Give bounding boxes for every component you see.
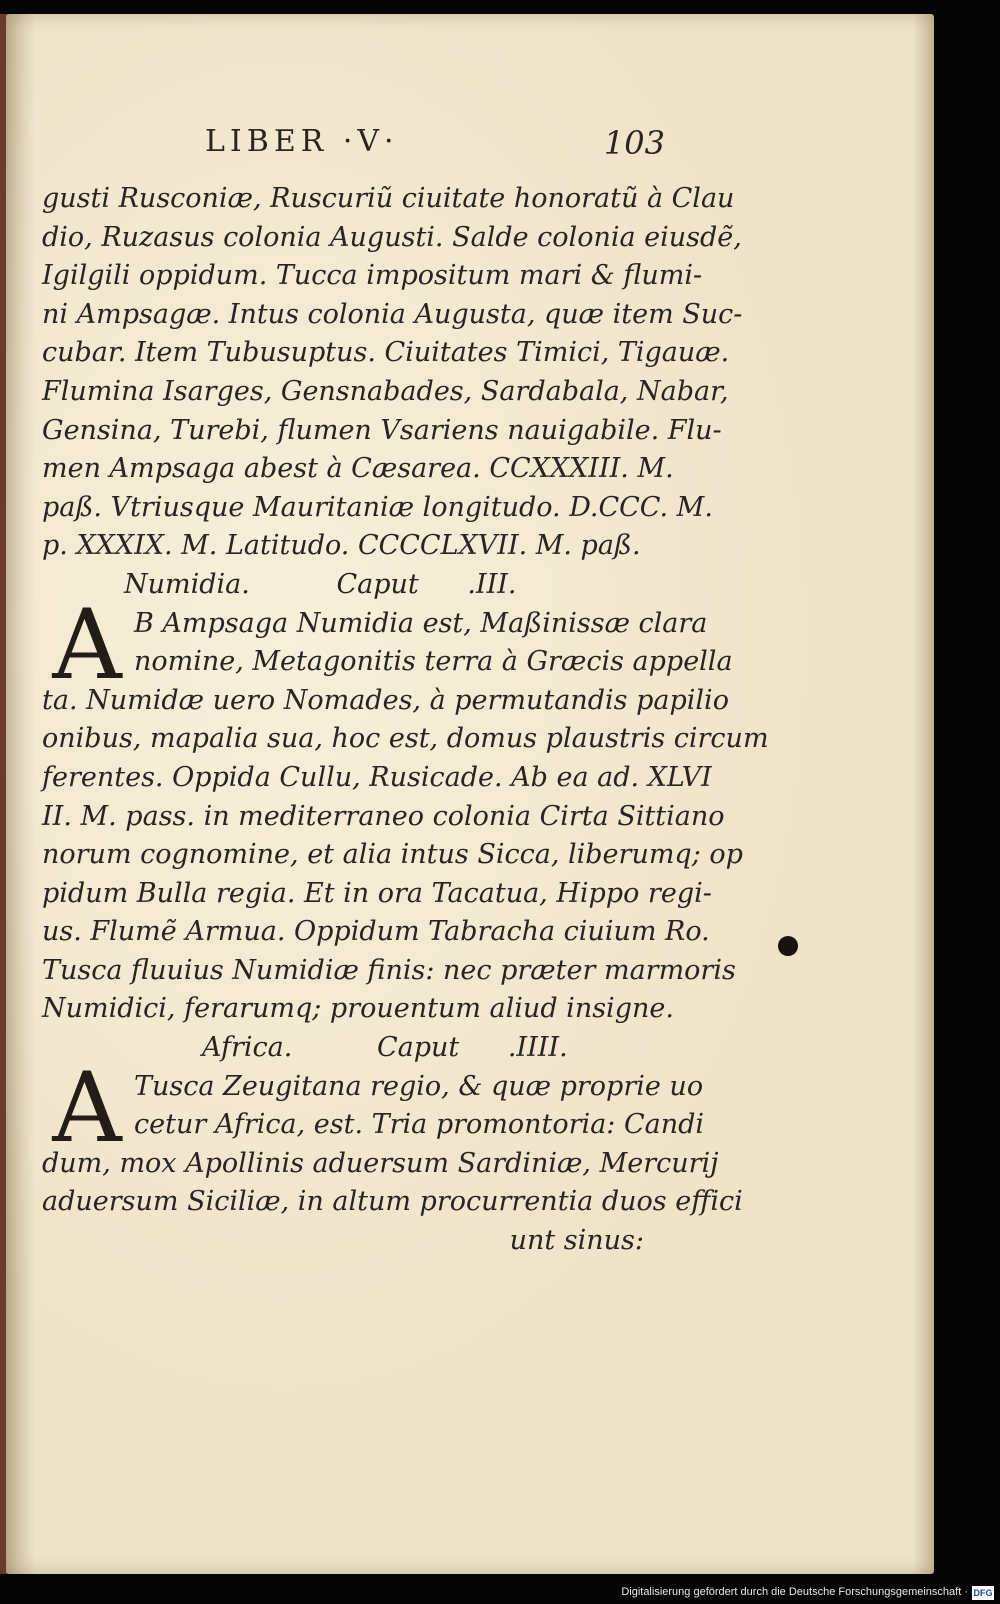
- text-line: ni Ampsagæ. Intus colonia Augusta, quæ item Suc-: [42, 298, 743, 330]
- text-line: onibus, mapalia sua, hoc est, domus plaustris circum: [42, 723, 769, 755]
- text-line: p. XXXIX. M. Latitudo. CCCCLXVII. M. paß.: [42, 530, 641, 562]
- heading-number: .IIII.: [507, 1032, 568, 1064]
- drop-cap: A: [52, 1051, 122, 1164]
- text-line: unt sinus:: [509, 1225, 644, 1257]
- heading-name: Numidia.: [124, 568, 250, 600]
- text-line: II. M. pass. in mediterraneo colonia Cirta Sittiano: [42, 800, 725, 832]
- text-line: aduersum Siciliæ, in altum procurrentia duos effici: [42, 1186, 743, 1218]
- chapter-heading-africa: [42, 1029, 652, 1068]
- text-line: us. Flumẽ Armua. Oppidum Tabracha ciuium Ro.: [42, 916, 710, 948]
- paragraph-mauritania: [42, 180, 743, 566]
- running-head-title: LIBER ·V·: [205, 124, 399, 159]
- text-block: [42, 180, 769, 1261]
- text-line: ta. Numidæ uero Nomades, à permutandis papilio: [42, 684, 729, 716]
- text-line: men Ampsaga abest à Cæsarea. CCXXXIII. M.: [42, 453, 674, 485]
- digitization-credit: Digitalisierung gefördert durch die Deutsche Forschungsgemeinschaft ·: [621, 1586, 968, 1598]
- text-line: Tusca fluuius Numidiæ finis: nec præter marmoris: [42, 954, 736, 986]
- ink-spot: [778, 936, 798, 956]
- text-line: ferentes. Oppida Cullu, Rusicade. Ab ea ad. XLVI: [42, 761, 712, 793]
- running-head: [205, 124, 665, 168]
- section-africa: [42, 1051, 743, 1261]
- section-numidia: [42, 588, 769, 1030]
- text-line: dum, mox Apollinis aduersum Sardiniæ, Mercurij: [42, 1147, 719, 1179]
- text-line: gusti Rusconiæ, Ruscuriũ ciuitate honoratũ à Clau: [42, 183, 735, 214]
- text-line: Flumina Isarges, Gensnabades, Sardabala, Nabar,: [42, 375, 729, 407]
- text-line: Igilgili oppidum. Tucca impositum mari & flumi-: [42, 260, 703, 292]
- heading-name: Africa.: [202, 1032, 293, 1064]
- text-line: norum cognomine, et alia intus Sicca, liberumq; op: [42, 839, 743, 871]
- heading-caput: Caput: [376, 1032, 460, 1064]
- text-line: pidum Bulla regia. Et in ora Tacatua, Hippo regi-: [42, 877, 712, 909]
- heading-caput: Caput: [336, 568, 419, 600]
- text-line: Gensina, Turebi, flumen Vsariens nauigabile. Flu-: [42, 414, 722, 446]
- text-line: nomine, Metagonitis terra à Græcis appella: [134, 646, 733, 678]
- heading-number: .III.: [467, 568, 517, 600]
- text-line: paß. Vtriusque Mauritaniæ longitudo. D.CCC. M.: [42, 491, 713, 523]
- text-line: dio, Ruzasus colonia Augusti. Salde colonia eiusdẽ,: [42, 221, 742, 253]
- dfg-logo: DFG: [973, 1588, 993, 1598]
- drop-cap: A: [52, 588, 122, 701]
- text-line: Numidici, ferarumq; prouentum aliud insigne.: [42, 993, 674, 1025]
- text-line: B Ampsaga Numidia est, Maßinissæ clara: [134, 607, 708, 639]
- chapter-heading-numidia: [42, 566, 652, 605]
- text-line: cubar. Item Tubusuptus. Ciuitates Timici, Tigauæ.: [42, 337, 730, 369]
- text-line: Tusca Zeugitana regio, & quæ proprie uo: [134, 1070, 704, 1102]
- text-line: cetur Africa, est. Tria promontoria: Candi: [134, 1109, 705, 1141]
- page-number: 103: [603, 124, 665, 162]
